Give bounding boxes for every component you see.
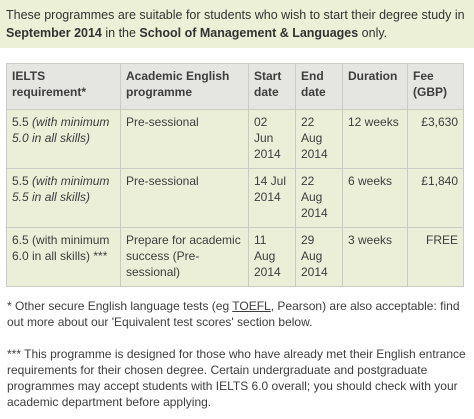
- table-row: [7, 228, 464, 287]
- footnote-programme-info: *** This programme is designed for those who have already met their English entrance requirements for their chosen degree. Certain undergraduate and postgraduate programmes may accept students with IELTS 6.0 overall; you should check with your academic department before applying.: [7, 347, 466, 409]
- cell-duration: 3 weeks: [343, 228, 408, 287]
- footnote-text-b: , Pearson) are also acceptable: find out more about our 'Equivalent test scores' section below.: [7, 299, 460, 329]
- ielts-score: 5.5: [12, 174, 29, 188]
- cell-ielts: [7, 110, 121, 169]
- table-row: [7, 110, 464, 169]
- header-programme: Academic English programme: [121, 64, 249, 110]
- footnote-other-tests: [7, 298, 469, 330]
- ielts-detail: (with minimum 5.0 in all skills): [12, 115, 110, 145]
- header-ielts: IELTS requirement*: [7, 64, 121, 110]
- intro-text-2: in the: [101, 26, 140, 40]
- table-header-row: [7, 64, 464, 110]
- toefl-link[interactable]: TOEFL: [232, 299, 271, 313]
- cell-programme: Pre-sessional: [121, 110, 249, 169]
- table-row: [7, 169, 464, 228]
- ielts-score: 6.5: [12, 233, 29, 247]
- intro-banner: [0, 0, 474, 48]
- header-end-date: End date: [296, 64, 343, 110]
- ielts-score: 5.5: [12, 115, 29, 129]
- cell-programme: Prepare for academic success (Pre-sessional): [121, 228, 249, 287]
- intro-text-1: These programmes are suitable for students who wish to start their degree study in: [6, 8, 465, 22]
- footnote-text-a: * Other secure English language tests (eg: [7, 299, 233, 313]
- ielts-detail: (with minimum 5.5 in all skills): [12, 174, 110, 204]
- header-duration: Duration: [343, 64, 408, 110]
- header-fee: Fee (GBP): [408, 64, 464, 110]
- cell-fee: £3,630: [408, 110, 464, 169]
- cell-start-date: 11 Aug 2014: [249, 228, 296, 287]
- intro-school: School of Management & Languages: [139, 26, 359, 40]
- cell-end-date: 29 Aug 2014: [296, 228, 343, 287]
- cell-duration: 6 weeks: [343, 169, 408, 228]
- cell-end-date: 22 Aug 2014: [296, 169, 343, 228]
- intro-text-3: only.: [358, 26, 388, 40]
- cell-start-date: 14 Jul 2014: [249, 169, 296, 228]
- cell-fee: £1,840: [408, 169, 464, 228]
- intro-date: September 2014: [6, 26, 102, 40]
- cell-start-date: 02 Jun 2014: [249, 110, 296, 169]
- cell-duration: 12 weeks: [343, 110, 408, 169]
- header-start-date: Start date: [249, 64, 296, 110]
- cell-end-date: 22 Aug 2014: [296, 110, 343, 169]
- cell-ielts: [7, 169, 121, 228]
- cell-programme: Pre-sessional: [121, 169, 249, 228]
- programmes-table: [6, 63, 464, 287]
- cell-fee: FREE: [408, 228, 464, 287]
- cell-ielts: [7, 228, 121, 287]
- ielts-detail: (with minimum 6.0 in all skills) ***: [12, 233, 110, 263]
